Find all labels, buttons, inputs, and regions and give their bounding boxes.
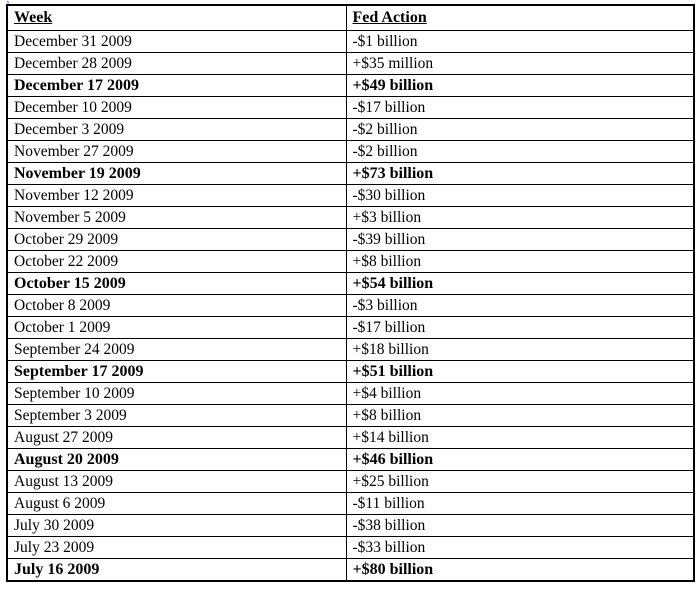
cell-week: September 24 2009 <box>7 339 346 361</box>
cell-week: September 10 2009 <box>7 383 346 405</box>
cell-week: December 3 2009 <box>7 119 346 141</box>
cell-week: November 12 2009 <box>7 185 346 207</box>
table-row <box>7 559 694 582</box>
page-corner-mark: 1 <box>6 1 10 8</box>
cell-fed-action: -$17 billion <box>346 317 694 339</box>
table-row <box>7 31 694 53</box>
table-row <box>7 537 694 559</box>
column-header-fed-action <box>346 5 694 31</box>
table-header-row <box>7 5 694 31</box>
column-header-week-label: Week <box>14 8 53 26</box>
column-header-fed-action-label: Fed Action <box>352 8 427 26</box>
table-row <box>7 251 694 273</box>
cell-week: August 20 2009 <box>7 449 346 471</box>
cell-fed-action: -$3 billion <box>346 295 694 317</box>
cell-fed-action: +$51 billion <box>346 361 694 383</box>
table-row <box>7 317 694 339</box>
cell-fed-action: +$54 billion <box>346 273 694 295</box>
table-row <box>7 119 694 141</box>
table-row <box>7 163 694 185</box>
cell-fed-action: +$8 billion <box>346 251 694 273</box>
table-row <box>7 141 694 163</box>
cell-fed-action: -$1 billion <box>346 31 694 53</box>
cell-fed-action: -$39 billion <box>346 229 694 251</box>
cell-fed-action: +$3 billion <box>346 207 694 229</box>
cell-week: July 23 2009 <box>7 537 346 559</box>
cell-fed-action: -$17 billion <box>346 97 694 119</box>
cell-fed-action: +$46 billion <box>346 449 694 471</box>
table-row <box>7 339 694 361</box>
table-header <box>7 5 694 31</box>
cell-week: August 13 2009 <box>7 471 346 493</box>
cell-fed-action: +$80 billion <box>346 559 694 582</box>
cell-fed-action: +$8 billion <box>346 405 694 427</box>
cell-week: November 19 2009 <box>7 163 346 185</box>
fed-action-table <box>6 1 695 582</box>
cell-week: December 10 2009 <box>7 97 346 119</box>
cell-week: December 28 2009 <box>7 53 346 75</box>
cell-fed-action: -$11 billion <box>346 493 694 515</box>
table-row <box>7 427 694 449</box>
cell-fed-action: +$14 billion <box>346 427 694 449</box>
cell-week: July 30 2009 <box>7 515 346 537</box>
table-row <box>7 471 694 493</box>
cell-week: August 6 2009 <box>7 493 346 515</box>
table-row <box>7 53 694 75</box>
cell-week: October 29 2009 <box>7 229 346 251</box>
table-row <box>7 75 694 97</box>
cell-fed-action: +$18 billion <box>346 339 694 361</box>
table-row <box>7 449 694 471</box>
cell-week: November 5 2009 <box>7 207 346 229</box>
cell-fed-action: -$2 billion <box>346 119 694 141</box>
cell-fed-action: -$38 billion <box>346 515 694 537</box>
table-row <box>7 493 694 515</box>
cell-fed-action: -$30 billion <box>346 185 694 207</box>
table-body <box>7 31 694 582</box>
cell-week: October 15 2009 <box>7 273 346 295</box>
table-row <box>7 273 694 295</box>
cell-week: September 3 2009 <box>7 405 346 427</box>
cell-week: October 1 2009 <box>7 317 346 339</box>
table-row <box>7 405 694 427</box>
cell-fed-action: +$49 billion <box>346 75 694 97</box>
cell-fed-action: -$33 billion <box>346 537 694 559</box>
cell-fed-action: -$2 billion <box>346 141 694 163</box>
table-row <box>7 295 694 317</box>
cell-week: December 17 2009 <box>7 75 346 97</box>
table-row <box>7 229 694 251</box>
table-row <box>7 383 694 405</box>
cell-fed-action: +$25 billion <box>346 471 694 493</box>
column-header-week <box>7 5 346 31</box>
cell-week: July 16 2009 <box>7 559 346 582</box>
cell-week: October 22 2009 <box>7 251 346 273</box>
table-row <box>7 185 694 207</box>
cell-fed-action: +$4 billion <box>346 383 694 405</box>
cell-fed-action: +$73 billion <box>346 163 694 185</box>
table-row <box>7 97 694 119</box>
table-row <box>7 515 694 537</box>
cell-week: November 27 2009 <box>7 141 346 163</box>
cell-week: September 17 2009 <box>7 361 346 383</box>
cell-fed-action: +$35 million <box>346 53 694 75</box>
table-row <box>7 207 694 229</box>
cell-week: December 31 2009 <box>7 31 346 53</box>
cell-week: August 27 2009 <box>7 427 346 449</box>
cell-week: October 8 2009 <box>7 295 346 317</box>
table-row <box>7 361 694 383</box>
